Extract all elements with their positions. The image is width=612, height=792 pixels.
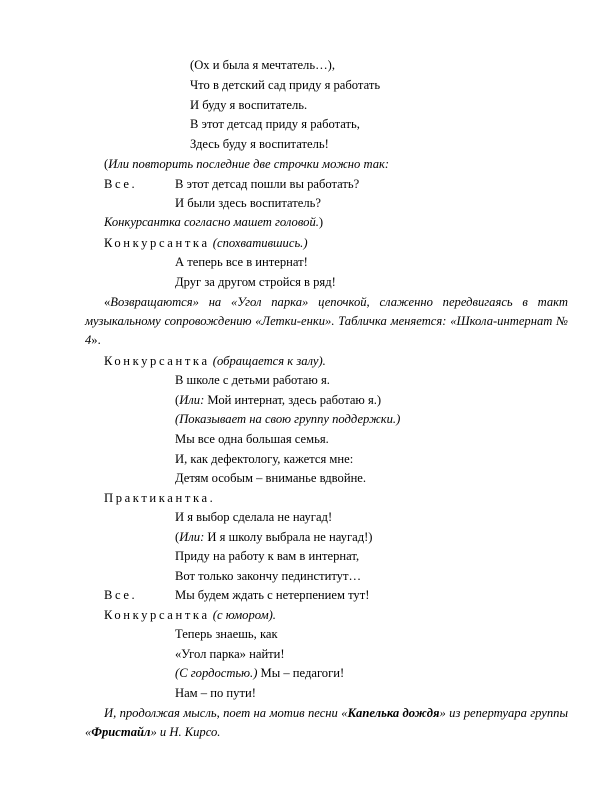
- replica-line: (Или: И я школу выбрала не наугад!): [175, 530, 373, 544]
- replica-line: Мы будем ждать с нетерпением тут!: [175, 588, 370, 602]
- role-line: [104, 607, 276, 623]
- replica-line: И, как дефектологу, кажется мне:: [175, 452, 354, 466]
- stage-note: Конкурсантка согласно машет головой.): [104, 215, 324, 229]
- stage-paragraph: И, продолжая мысль, поет на мотив песни «Капелька дождя» из репертуара группы «Фристайл» и Н. Кирсо.: [85, 706, 568, 739]
- role-contestant: Конкурсантка: [104, 236, 210, 250]
- stage-note: (Или повторить последние две строчки можно так:: [104, 157, 390, 171]
- stage-direction: (обращается к залу).: [212, 354, 326, 368]
- verse-line: (Ох и была я мечтатель…),: [190, 58, 336, 72]
- stage-direction: (Показывает на свою группу поддержки.): [175, 412, 401, 426]
- replica-line: В школе с детьми работаю я.: [175, 373, 330, 387]
- role-all: Все.: [104, 177, 138, 191]
- verse-line: В этот детсад приду я работать,: [190, 117, 360, 131]
- replica-line: Нам – по пути!: [175, 686, 256, 700]
- replica-line: (С гордостью.) Мы – педагоги!: [175, 666, 345, 680]
- replica-line: И я выбор сделала не наугад!: [175, 510, 333, 524]
- replica-line: (Или: Мой интернат, здесь работаю я.): [175, 393, 382, 407]
- stage-paragraph: «Возвращаются» на «Угол парка» цепочкой, слаженно передвигаясь в такт музыкальному сопровождению «Летки-енки». Табличка меняется: «Школа-интернат № 4».: [85, 295, 568, 347]
- replica-line: В этот детсад пошли вы работать?: [175, 177, 360, 191]
- verse-line: Что в детский сад приду я работать: [190, 78, 381, 92]
- role-trainee: Практикантка.: [104, 491, 216, 505]
- replica-line: Приду на работу к вам в интернат,: [175, 549, 360, 563]
- verse-line: И буду я воспитатель.: [190, 98, 308, 112]
- stage-direction: (спохватившись.): [212, 236, 308, 250]
- replica-line: Мы все одна большая семья.: [175, 432, 329, 446]
- role-contestant: Конкурсантка: [104, 608, 210, 622]
- role-line: [104, 353, 326, 369]
- verse-line: Здесь буду я воспитатель!: [190, 137, 329, 151]
- replica-line: Вот только закончу пединститут…: [175, 569, 362, 583]
- role-all: Все.: [104, 588, 138, 602]
- replica-line: «Угол парка» найти!: [175, 647, 285, 661]
- replica-line: Друг за другом стройся в ряд!: [175, 275, 336, 289]
- replica-line: Детям особым – вниманье вдвойне.: [175, 471, 367, 485]
- replica-line: А теперь все в интернат!: [175, 255, 308, 269]
- role-contestant: Конкурсантка: [104, 354, 210, 368]
- replica-line: И были здесь воспитатель?: [175, 196, 321, 210]
- stage-direction: (с юмором).: [212, 608, 276, 622]
- role-line: [104, 235, 308, 251]
- replica-line: Теперь знаешь, как: [175, 627, 278, 641]
